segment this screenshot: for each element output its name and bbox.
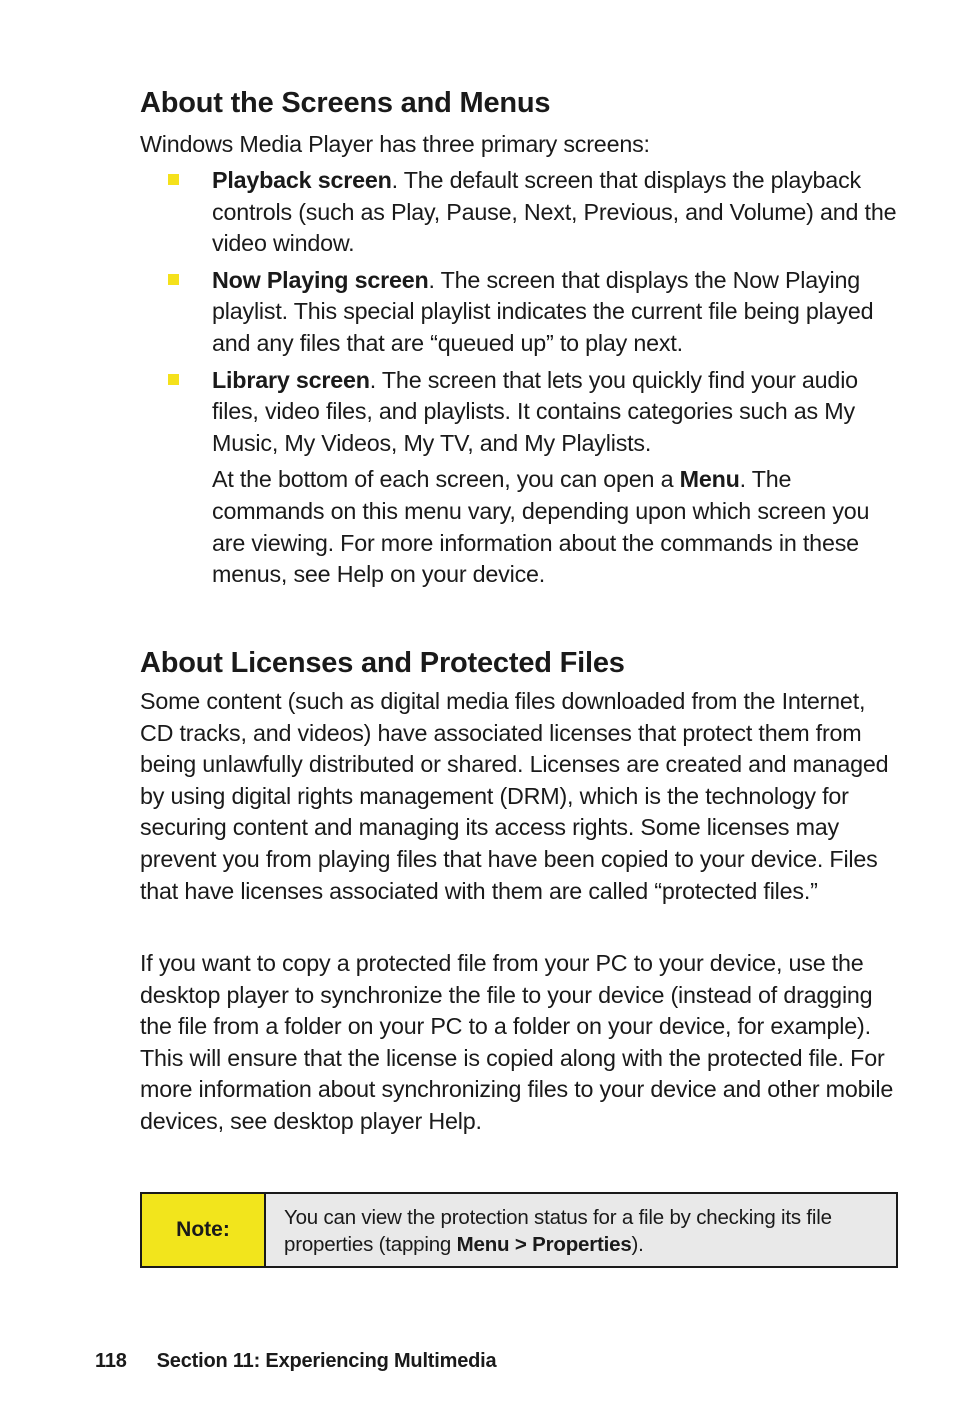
menu-info-text-b: . The commands on this menu vary, depending upon which screen you are viewing. For more information about the commands in these menus, see Help on your device. bbox=[212, 466, 870, 588]
term-playback: Playback screen bbox=[212, 167, 392, 193]
term-now-playing: Now Playing screen bbox=[212, 266, 429, 293]
page-number: 118 bbox=[95, 1350, 127, 1372]
heading-licenses: About Licenses and Protected Files bbox=[140, 647, 625, 679]
note-text-a: You can view the protection status for a file by checking its file properties (tapping bbox=[284, 1206, 832, 1256]
footer-section-title: Section 11: Experiencing Multimedia bbox=[156, 1350, 497, 1372]
page-footer bbox=[95, 1350, 496, 1373]
note-text bbox=[266, 1194, 896, 1266]
menu-info-text-a: At the bottom of each screen, you can open a bbox=[212, 466, 680, 493]
note-text-b: ). bbox=[631, 1233, 644, 1256]
licenses-paragraph-2: If you want to copy a protected file from your PC to your device, use the desktop player to synchronize the file to your device (instead of dragging the file from a folder on your PC to a folder on your device, for example). This will ensure that the license is copied along with the protected file. For more information about synchronizing files to your device and other mobile devices, see desktop player Help. bbox=[140, 950, 894, 1134]
note-menu-path: Menu > Properties bbox=[456, 1233, 632, 1256]
bullet-square-icon bbox=[168, 374, 179, 385]
heading-screens-and-menus: About the Screens and Menus bbox=[140, 87, 551, 119]
list-item-now-playing bbox=[140, 265, 900, 360]
bullet-square-icon bbox=[168, 274, 179, 285]
desc-playback: . The default screen that displays the playback controls (such as Play, Pause, Next, Previous, and Volume) and the video window. bbox=[212, 167, 897, 257]
note-box bbox=[140, 1192, 898, 1268]
bullet-square-icon bbox=[168, 174, 179, 185]
menu-info-paragraph bbox=[140, 464, 900, 590]
menu-term: Menu bbox=[679, 466, 740, 493]
desc-library: . The screen that lets you quickly find your audio files, video files, and playlists. It contains categories such as My Music, My Videos, My TV, and My Playlists. bbox=[212, 366, 858, 456]
list-item-library bbox=[140, 365, 900, 460]
screens-intro: Windows Media Player has three primary screens: bbox=[140, 131, 650, 157]
licenses-paragraph-1: Some content (such as digital media files downloaded from the Internet, CD tracks, and videos) have associated licenses that protect them from being unlawfully distributed or shared. Licenses are created and managed by using digital rights management (DRM), which is the technology for securing content and managing its access rights. Some licenses may prevent you from playing files that have been copied to your device. Files that have licenses associated with them are called “protected files.” bbox=[140, 688, 889, 904]
note-label: Note: bbox=[142, 1194, 266, 1266]
screen-list bbox=[140, 165, 900, 591]
term-library: Library screen bbox=[212, 366, 370, 393]
list-item-playback bbox=[140, 165, 900, 260]
desc-now-playing: . The screen that displays the Now Playing playlist. This special playlist indicates the current file being played and any files that are “queued up” to play next. bbox=[212, 266, 874, 356]
